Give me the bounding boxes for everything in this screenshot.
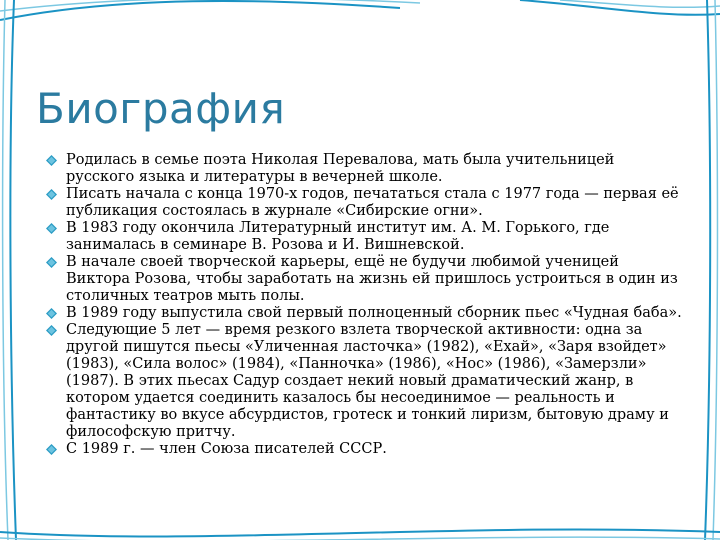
diamond-bullet-icon xyxy=(46,155,57,166)
list-item xyxy=(44,254,684,305)
list-item-text: В начале своей творческой карьеры, ещё не будучи любимой ученицей Виктора Розова, чтобы заработать на жизнь ей пришлось устроиться в один из столичных театров мыть полы. xyxy=(66,254,678,304)
biography-list xyxy=(44,152,684,458)
list-item xyxy=(44,441,684,458)
list-item xyxy=(44,322,684,441)
list-item xyxy=(44,305,684,322)
list-item-text: Следующие 5 лет — время резкого взлета творческой активности: одна за другой пишутся пьесы «Уличенная ласточка» (1982), «Ехай», «Заря взойдет» (1983), «Сила волос» (1984), «Панночка» (1986), «Нос» (1986), «Замерзли» (1987). В этих пьесах Садур создает некий новый драматический жанр, в котором удается соединить казалось бы несоединимое — реальность и фантастику во вкусе абсурдистов, гротеск и тонкий лиризм, бытовую драму и философскую притчу. xyxy=(66,322,669,440)
list-item xyxy=(44,152,684,186)
diamond-bullet-icon xyxy=(46,223,57,234)
list-item-text: В 1989 году выпустила свой первый полноценный сборник пьес «Чудная баба». xyxy=(66,305,682,321)
slide-title: Биография xyxy=(36,84,286,133)
list-item-text: В 1983 году окончила Литературный институт им. А. М. Горького, где занималась в семинаре В. Розова и И. Вишневской. xyxy=(66,220,610,253)
list-item xyxy=(44,186,684,220)
diamond-bullet-icon xyxy=(46,325,57,336)
diamond-bullet-icon xyxy=(46,308,57,319)
diamond-bullet-icon xyxy=(46,444,57,455)
list-item-text: Писать начала с конца 1970-х годов, печататься стала с 1977 года — первая её публикация состоялась в журнале «Сибирские огни». xyxy=(66,186,679,219)
diamond-bullet-icon xyxy=(46,257,57,268)
list-item-text: С 1989 г. — член Союза писателей СССР. xyxy=(66,441,387,457)
diamond-bullet-icon xyxy=(46,189,57,200)
list-item xyxy=(44,220,684,254)
list-item-text: Родилась в семье поэта Николая Перевалова, мать была учительницей русского языка и литературы в вечерней школе. xyxy=(66,152,615,185)
